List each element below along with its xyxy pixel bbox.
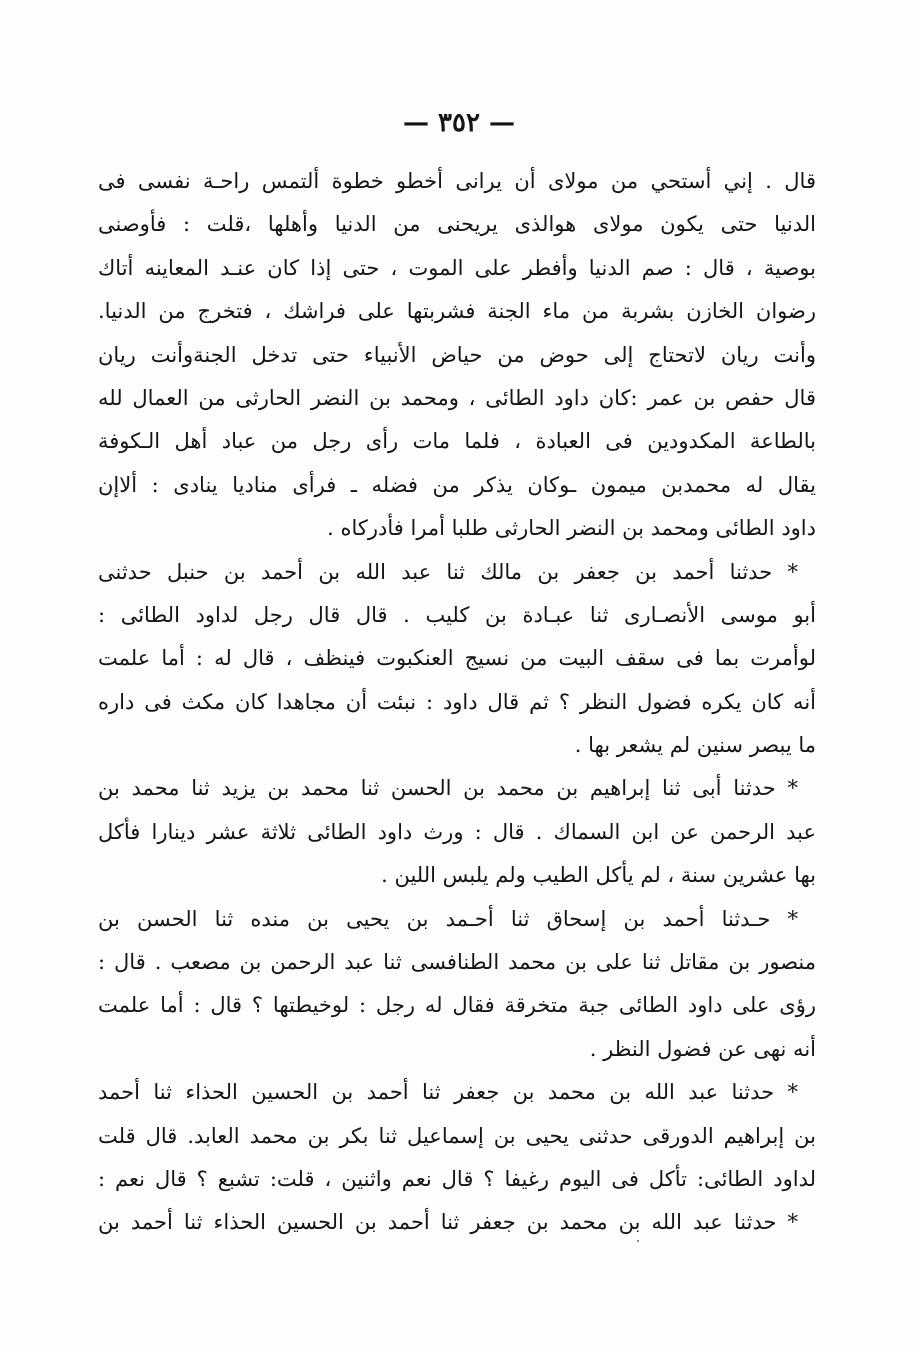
text-line: بالطاعة المكدودين فى العبادة ، فلما مات رأى رجل من عباد أهل الـكوفة [98,429,816,454]
text-line: * حدثنا أبى ثنا إبراهيم بن محمد بن الحسن ثنا محمد بن يزيد ثنا محمد بن [98,776,798,801]
text-line: لداود الطائى: تأكل فى اليوم رغيفا ؟ قال نعم واثنين ، قلت: تشبع ؟ قال نعم : [98,1166,816,1191]
text-line: * حدثنا عبد الله بن محمد بن جعفر ثنا أحمد بن الحسين الحذاء ثنا أحمد بن [98,1210,798,1235]
text-line: بن إبراهيم الدورقى حدثنى يحيى بن إسماعيل ثنا بكر بن محمد العابد. قال قلت [98,1123,816,1148]
text-line: الدنيا حتى يكون مولاى هوالذى يريحنى من الدنيا وأهلها ،قلت : فأوصنى [98,212,816,237]
text-line: بوصية ، قال : صم الدنيا وأفطر على الموت ، حتى إذا كان عنـد المعاينه أتاك [98,255,816,280]
text-line: أنه نهى عن فضول النظر . [589,1036,816,1061]
text-line: لوأمرت بما فى سقف البيت من نسيج العنكبوت فينظف ، قال له : أما علمت [98,646,816,671]
page-number: — ٣٥٢ — [402,108,516,138]
text-line: ما يبصر سنين لم يشعر بها . [574,733,816,758]
text-line: * حدثنا عبد الله بن محمد بن جعفر ثنا أحمد بن الحسين الحذاء ثنا أحمد [98,1080,798,1105]
text-line: أنه كان يكره فضول النظر ؟ ثم قال داود : نبئت أن مجاهدا كان مكث فى داره [98,689,816,714]
text-line: رؤى على داود الطائى جبة متخرقة فقال له رجل : لوخيطتها ؟ قال : أما علمت [98,993,816,1018]
body-text [98,160,816,1245]
scan-speck [637,1240,639,1242]
text-line: عبد الرحمن عن ابن السماك . قال : ورث داود الطائى ثلاثة عشر دينارا فأكل [98,819,816,844]
text-line: رضوان الخازن بشربة من ماء الجنة فشربتها على فراشك ، فتخرج من الدنيا. [98,299,816,324]
text-line: قال حفص بن عمر :كان داود الطائى ، ومحمد بن النضر الحارثى من العمال لله [98,385,816,410]
text-line: قال . إني أستحي من مولاى أن يرانى أخطو خطوة ألتمس راحـة نفسى فى [98,169,816,193]
text-line: داود الطائى ومحمد بن النضر الحارثى طلبا أمرا فأدركاه . [327,516,816,541]
text-line: بها عشرين سنة ، لم يأكل الطيب ولم يلبس اللين . [381,863,816,888]
text-line: وأنت ريان لاتحتاج إلى حوض من حياض الأنبياء حتى تدخل الجنةوأنت ريان [98,342,816,367]
text-line: * حدثنا أحمد بن جعفر بن مالك ثنا عبد الله بن أحمد بن حنبل حدثنى [98,559,798,584]
text-line: يقال له محمدبن ميمون ـوكان يذكر من فضله ـ فرأى مناديا ينادى : ألاإن [98,472,816,497]
text-line: * حـدثنا أحمد بن إسحاق ثنا أحـمد بن يحيى بن منده ثنا الحسن بن [98,906,798,931]
text-line: أبو موسى الأنصـارى ثنا عبـادة بن كليب . قال قال رجل لداود الطائى : [98,602,816,627]
text-line: منصور بن مقاتل ثنا على بن محمد الطنافسى ثنا عبد الرحمن بن مصعب . قال : [98,950,816,975]
